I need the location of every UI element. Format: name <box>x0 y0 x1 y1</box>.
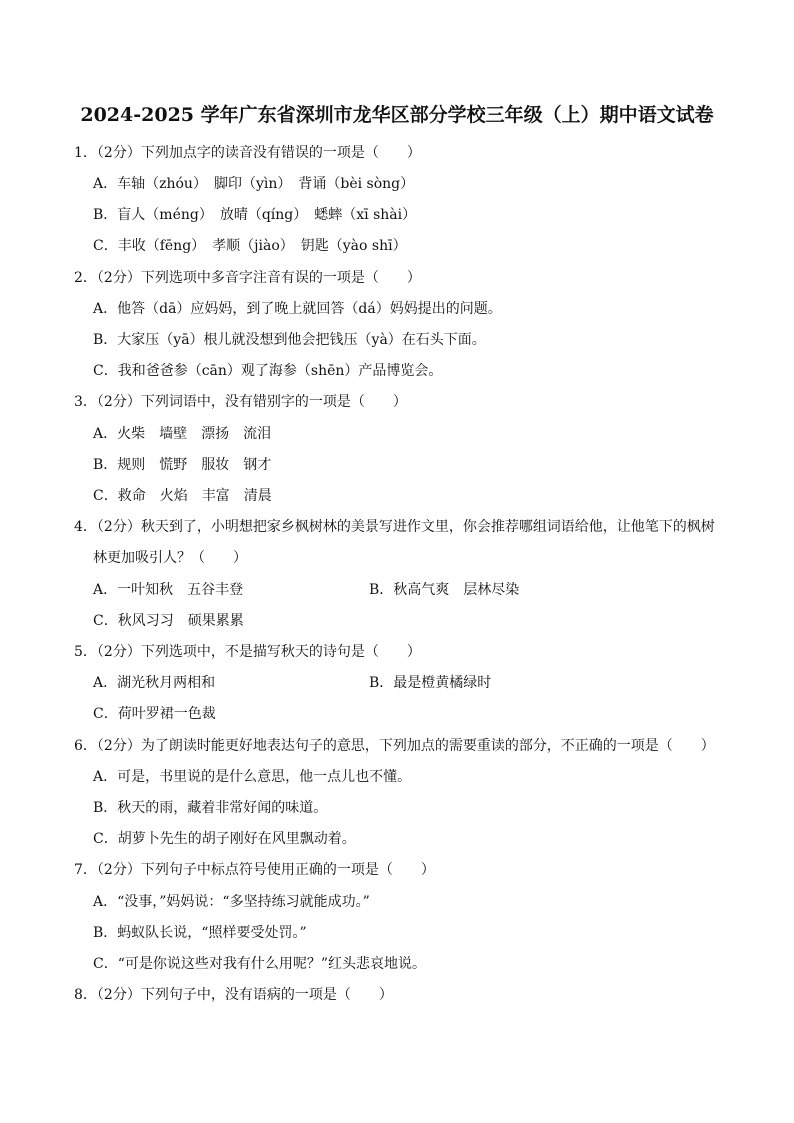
question-2-option-a: A．他答（dā）应妈妈，到了晚上就回答（dá）妈妈提出的问题。 <box>93 301 502 317</box>
question-3-stem: 3．（2分）下列词语中，没有错别字的一项是（ ） <box>74 394 407 410</box>
question-2-option-b: B．大家压（yā）根儿就没想到他会把钱压（yà）在石头下面。 <box>93 332 486 348</box>
question-6-option-c: C．胡萝卜先生的胡子刚好在风里飘动着。 <box>93 831 356 847</box>
question-1-stem: 1．（2分）下列加点字的读音没有错误的一项是（ ） <box>74 145 421 161</box>
question-6-option-b: B．秋天的雨，藏着非常好闻的味道。 <box>93 800 328 816</box>
question-4-option-c: C．秋风习习 硕果累累 <box>93 613 244 629</box>
question-7-option-b: B．蚂蚁队长说，“照样要受处罚。” <box>93 925 307 941</box>
question-7-option-a: A．“没事，”妈妈说：“多坚持练习就能成功。” <box>93 894 370 910</box>
question-2-stem: 2．（2分）下列选项中多音字注音有误的一项是（ ） <box>74 270 421 286</box>
question-3-option-c: C．救命 火焰 丰富 清晨 <box>93 488 272 504</box>
question-5-option-c: C．荷叶罗裙一色裁 <box>93 706 216 722</box>
question-5-option-a: A．湖光秋月两相和 <box>93 675 216 691</box>
question-5-option-b: B．最是橙黄橘绿时 <box>369 675 492 691</box>
question-7-option-c: C．“可是你说这些对我有什么用呢？”红头悲哀地说。 <box>93 956 427 972</box>
question-1-option-c: C．丰收（fēng） 孝顺（jiào） 钥匙（yào shī） <box>93 238 407 254</box>
question-1-option-b: B．盲人（méng） 放晴（qíng） 蟋蟀（xī shài） <box>93 207 417 223</box>
question-5-stem: 5．（2分）下列选项中，不是描写秋天的诗句是（ ） <box>74 644 421 660</box>
question-7-stem: 7．（2分）下列句子中标点符号使用正确的一项是（ ） <box>74 862 435 878</box>
question-8-stem: 8．（2分）下列句子中，没有语病的一项是（ ） <box>74 987 393 1003</box>
page-title: 2024-2025 学年广东省深圳市龙华区部分学校三年级（上）期中语文试卷 <box>80 104 714 126</box>
question-6-option-a: A．可是，书里说的是什么意思，他一点儿也不懂。 <box>93 769 412 785</box>
question-4-stem-continued: 林更加吸引人？（ ） <box>93 550 247 566</box>
question-4-option-a: A．一叶知秋 五谷丰登 <box>93 582 244 598</box>
question-1-option-a: A．车轴（zhóu） 脚印（yìn） 背诵（bèi sòng） <box>93 176 415 192</box>
question-2-option-c: C．我和爸爸参（cān）观了海参（shēn）产品博览会。 <box>93 363 443 379</box>
question-3-option-a: A．火柴 墙壁 漂扬 流泪 <box>93 426 272 442</box>
question-6-stem: 6．（2分）为了朗读时能更好地表达句子的意思，下列加点的需要重读的部分，不正确的一项是（ ） <box>74 738 715 754</box>
question-4-option-b: B．秋高气爽 层林尽染 <box>369 582 520 598</box>
question-4-stem: 4．（2分）秋天到了，小明想把家乡枫树林的美景写进作文里，你会推荐哪组词语给他，让他笔下的枫树 <box>74 519 715 535</box>
question-3-option-b: B．规则 慌野 服妆 钢才 <box>93 457 272 473</box>
